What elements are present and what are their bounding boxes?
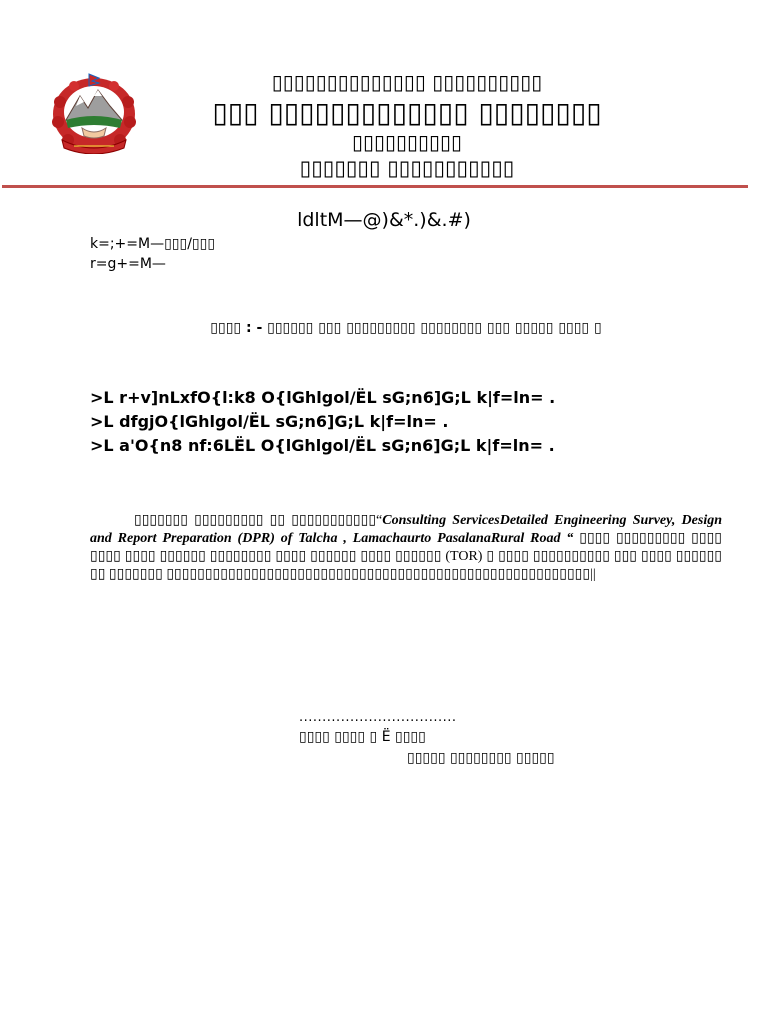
dispatch-number: r=g+=M—: [90, 256, 166, 272]
header-divider: [2, 185, 748, 188]
header-line-3: ▯▯▯▯▯▯▯▯▯▯: [351, 130, 463, 154]
date-line: ldltM—@)&*.)&.#): [297, 209, 471, 231]
header-line-1: ▯▯▯▯▯▯▯▯▯▯▯▯▯▯ ▯▯▯▯▯▯▯▯▯▯: [271, 70, 543, 94]
header-line-2: ▯▯▯ ▯▯▯▯▯▯▯▯▯▯▯▯▯ ▯▯▯▯▯▯▯▯: [212, 96, 602, 129]
subject-line: ▯▯▯▯ : - ▯▯▯▯▯▯ ▯▯▯ ▯▯▯▯▯▯▯▯▯ ▯▯▯▯▯▯▯▯ ▯▯▯ ▯▯▯▯▯ ▯▯▯▯ ▯: [210, 320, 602, 336]
addressee-1: >L r+v]nLxfO{l:k8 O{lGhlgol/ËL sG;n6]G;L k|f=ln= .: [90, 388, 556, 407]
signatory-title: ▯▯▯▯▯ ▯▯▯▯▯▯▯▯ ▯▯▯▯▯: [407, 750, 555, 766]
body-project-title: Detailed Engineering Survey, Design and Report Preparation (DPR) of Talcha , Lamachaurto PasalanaRural Road “: [90, 513, 722, 546]
signature-dots: ..................................: [299, 710, 457, 725]
signatory-name: ▯▯▯▯ ▯▯▯▯ ▯ Ë ▯▯▯▯: [299, 729, 426, 745]
letter-number: k=;+=M—▯▯▯/▯▯▯: [90, 236, 216, 252]
body-paragraph: [90, 512, 722, 584]
addressee-2: >L dfgjO{lGhlgol/ËL sG;n6]G;L k|f=ln= .: [90, 412, 449, 431]
nepal-coat-of-arms-icon: [46, 66, 142, 154]
body-rest: ▯▯▯▯ ▯▯▯▯▯▯▯▯▯ ▯▯▯▯ ▯▯▯▯ ▯▯▯▯ ▯▯▯▯▯▯ ▯▯▯▯▯▯▯▯ ▯▯▯▯ ▯▯▯▯▯▯ ▯▯▯▯ ▯▯▯▯▯▯ (TOR) ▯ ▯▯▯▯ ▯▯▯▯▯▯▯▯▯▯ ▯▯▯ ▯▯▯▯ ▯▯▯▯▯▯ ▯▯ ▯▯▯▯▯▯▯ ▯▯▯▯▯▯▯▯▯▯▯▯▯▯▯▯▯▯▯▯▯▯▯▯▯▯▯▯▯▯▯▯▯▯▯▯▯▯▯▯▯▯▯▯▯▯▯▯▯▯▯▯▯▯▯||: [90, 531, 722, 582]
addressee-3: >L a'O{n8 nf:6LËL O{lGhlgol/ËL sG;n6]G;L k|f=ln= .: [90, 436, 555, 455]
body-service-title: Consulting Services: [382, 513, 500, 528]
body-lead: ▯▯▯▯▯▯▯ ▯▯▯▯▯▯▯▯▯ ▯▯ ▯▯▯▯▯▯▯▯▯▯▯“: [134, 513, 383, 528]
header-line-4: ▯▯▯▯▯▯▯ ▯▯▯▯▯▯▯▯▯▯▯: [299, 156, 515, 180]
